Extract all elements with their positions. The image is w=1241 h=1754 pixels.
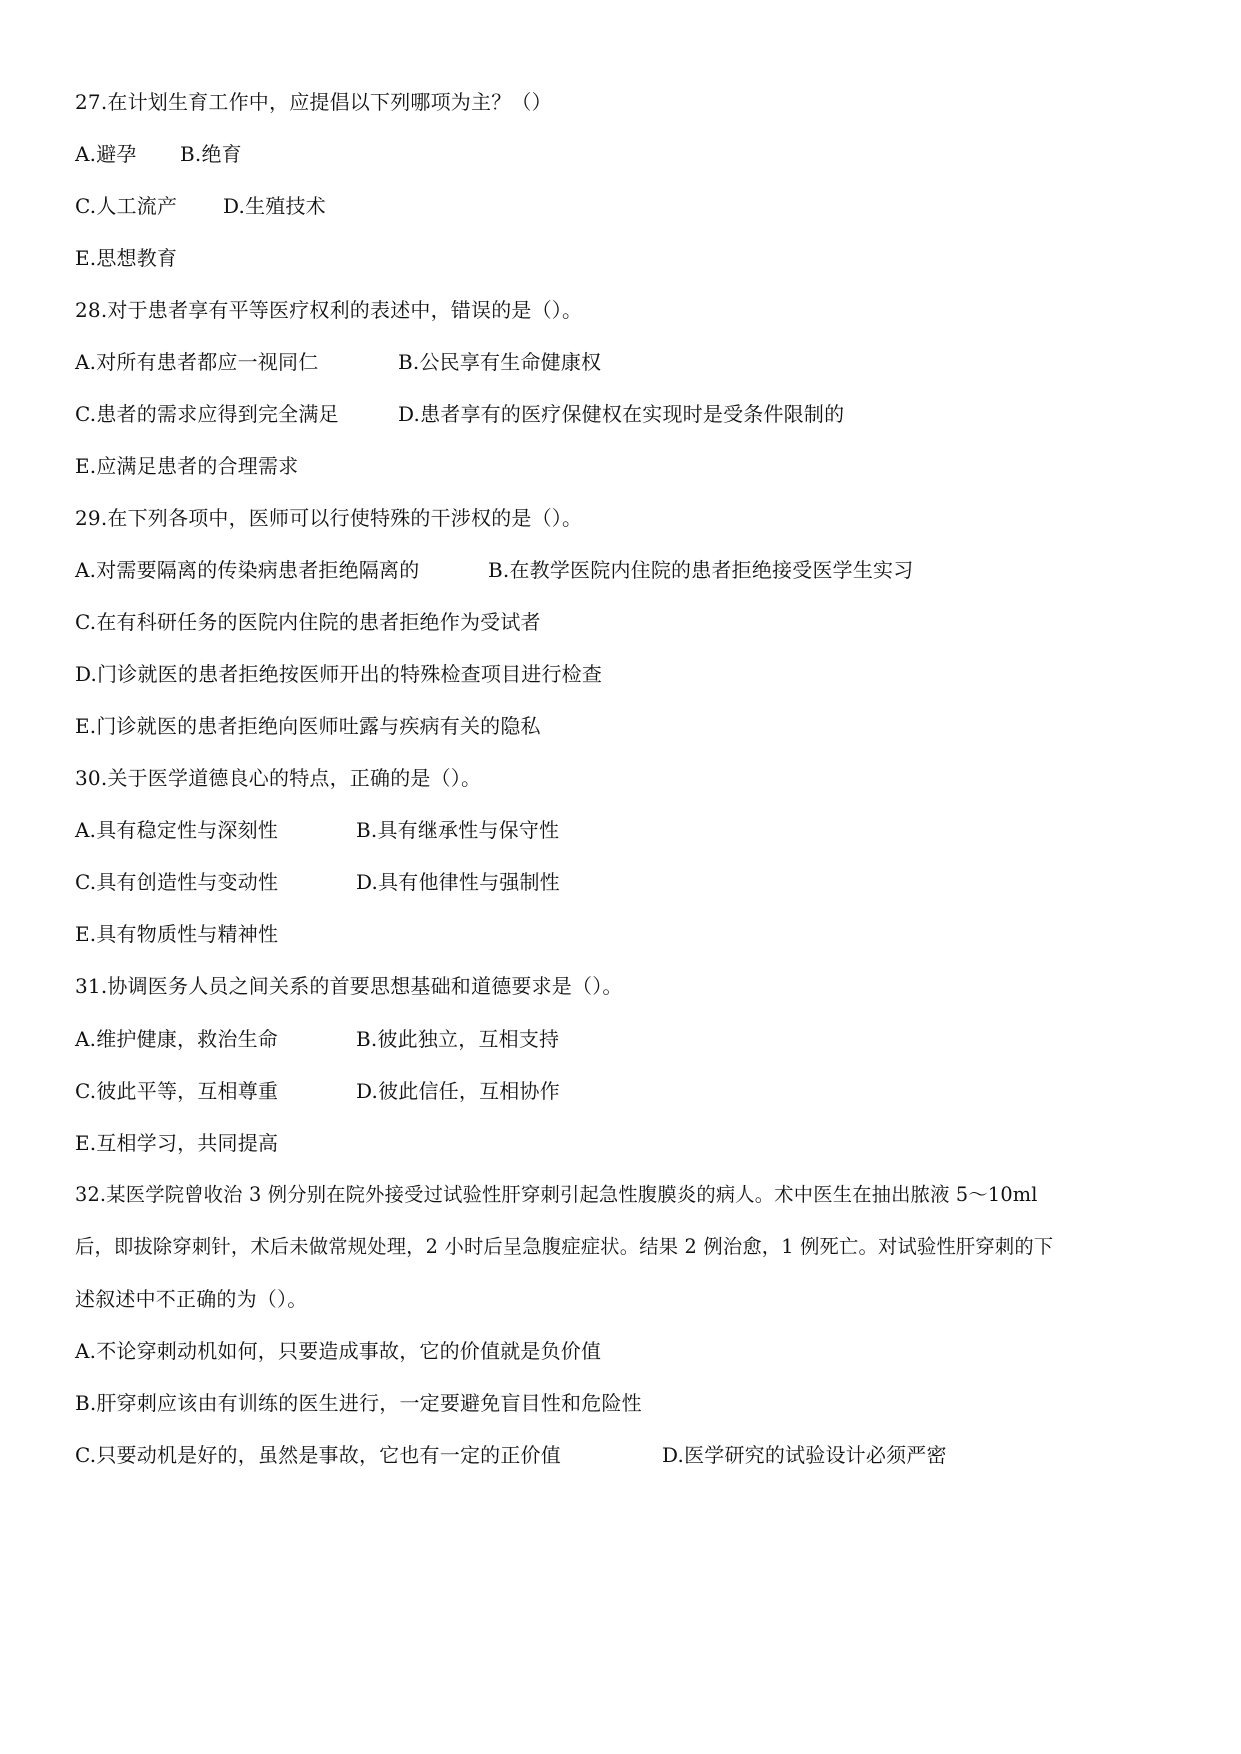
- question-32-option-b: B.肝穿刺应该由有训练的医生进行，一定要避免盲目性和危险性: [75, 1391, 642, 1415]
- question-30-option-a: A.具有稳定性与深刻性: [75, 818, 279, 842]
- question-32-stem-line-2: 后，即拔除穿刺针，术后未做常规处理，2 小时后呈急腹症症状。结果 2 例治愈，1 例死亡。对试验性肝穿刺的下: [75, 1235, 1054, 1258]
- question-31-option-b: B.彼此独立，互相支持: [356, 1027, 560, 1051]
- question-29-option-b: B.在教学医院内住院的患者拒绝接受医学生实习: [488, 558, 914, 582]
- question-30-option-c: C.具有创造性与变动性: [75, 870, 279, 894]
- question-27-option-c: C.人工流产: [75, 194, 178, 218]
- question-29-stem: 29.在下列各项中，医师可以行使特殊的干涉权的是（）。: [75, 506, 583, 530]
- question-27-option-d: D.生殖技术: [223, 194, 326, 218]
- question-28-option-d: D.患者享有的医疗保健权在实现时是受条件限制的: [398, 402, 845, 426]
- question-28-option-b: B.公民享有生命健康权: [398, 350, 602, 374]
- question-31-option-d: D.彼此信任，互相协作: [356, 1079, 560, 1103]
- question-30-stem: 30.关于医学道德良心的特点，正确的是（）。: [75, 766, 482, 790]
- question-27-option-a: A.避孕: [75, 142, 137, 166]
- question-32-stem-line-3: 述叙述中不正确的为（）。: [75, 1287, 308, 1311]
- question-29-option-a: A.对需要隔离的传染病患者拒绝隔离的: [75, 558, 420, 582]
- question-30-option-b: B.具有继承性与保守性: [356, 818, 560, 842]
- question-28-stem: 28.对于患者享有平等医疗权利的表述中，错误的是（）。: [75, 298, 583, 322]
- question-31-option-c: C.彼此平等，互相尊重: [75, 1079, 279, 1103]
- question-32-option-d: D.医学研究的试验设计必须严密: [662, 1443, 947, 1467]
- question-27-option-b: B.绝育: [180, 142, 242, 166]
- question-31-stem: 31.协调医务人员之间关系的首要思想基础和道德要求是（）。: [75, 974, 623, 998]
- question-29-option-d: D.门诊就医的患者拒绝按医师开出的特殊检查项目进行检查: [75, 662, 603, 686]
- question-28-option-c: C.患者的需求应得到完全满足: [75, 402, 339, 426]
- question-27-option-e: E.思想教育: [75, 246, 178, 270]
- question-32-option-a: A.不论穿刺动机如何，只要造成事故，它的价值就是负价值: [75, 1339, 602, 1363]
- question-28-option-e: E.应满足患者的合理需求: [75, 454, 299, 478]
- question-29-option-e: E.门诊就医的患者拒绝向医师吐露与疾病有关的隐私: [75, 714, 541, 738]
- question-27-stem: 27.在计划生育工作中，应提倡以下列哪项为主？（）: [75, 90, 552, 114]
- question-28-option-a: A.对所有患者都应一视同仁: [75, 350, 319, 374]
- question-31-option-a: A.维护健康，救治生命: [75, 1027, 279, 1051]
- question-30-option-d: D.具有他律性与强制性: [356, 870, 560, 894]
- question-32-option-c: C.只要动机是好的，虽然是事故，它也有一定的正价值: [75, 1443, 561, 1467]
- question-32-stem-line-1: 32.某医学院曾收治 3 例分别在院外接受过试验性肝穿刺引起急性腹膜炎的病人。术中医生在抽出脓液 5～10ml: [75, 1183, 1038, 1206]
- question-29-option-c: C.在有科研任务的医院内住院的患者拒绝作为受试者: [75, 610, 541, 634]
- question-30-option-e: E.具有物质性与精神性: [75, 922, 279, 946]
- question-31-option-e: E.互相学习，共同提高: [75, 1131, 279, 1155]
